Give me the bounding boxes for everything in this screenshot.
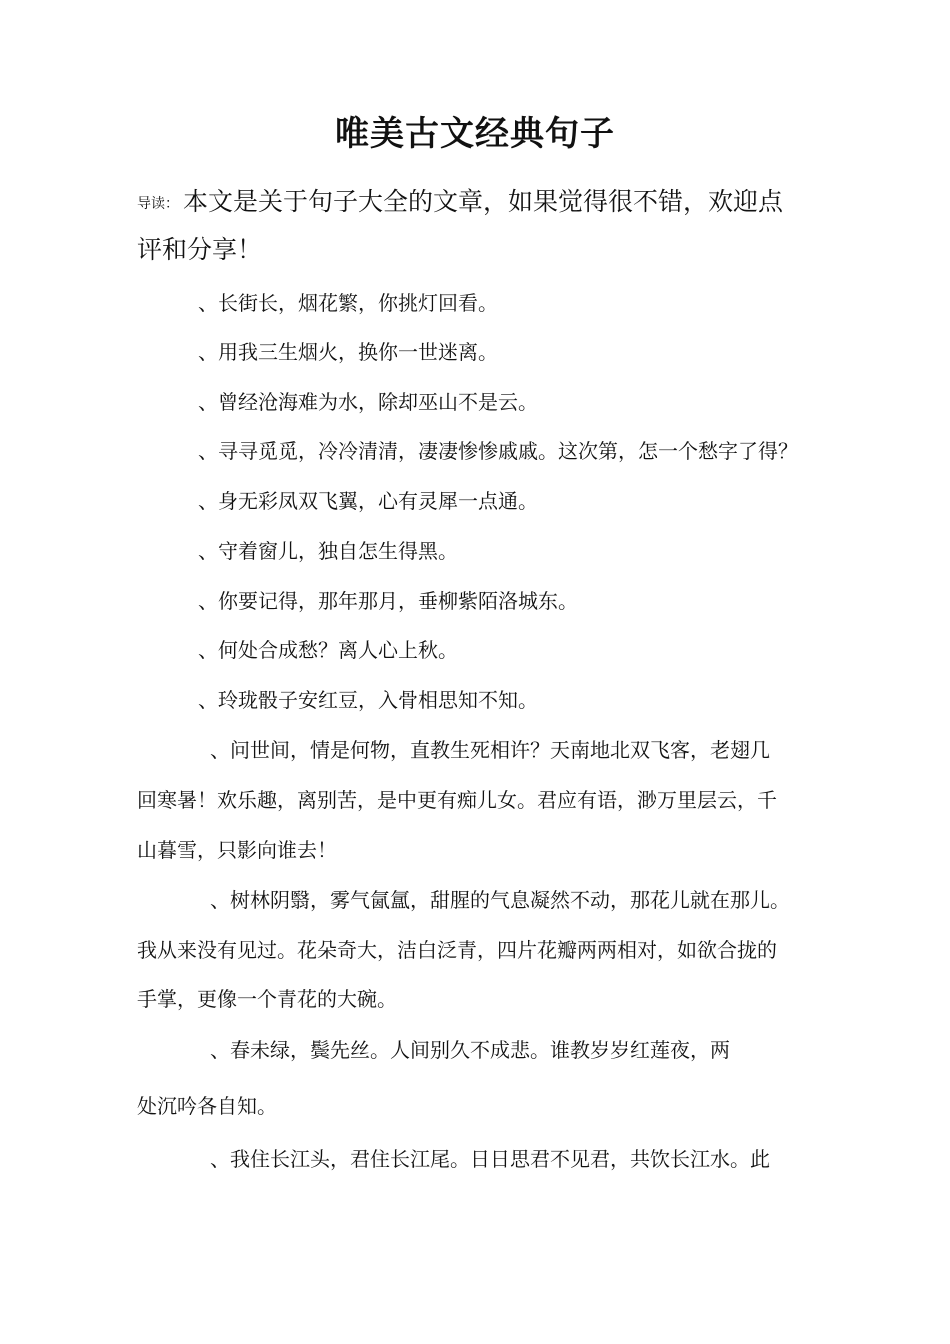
- list-item: 、曾经沧海难为水，除却巫山不是云。: [198, 390, 538, 414]
- intro-line-2: 评和分享！: [137, 235, 263, 264]
- paragraph-3-line-2: 处沉吟各自知。: [137, 1094, 277, 1118]
- list-item: 、用我三生烟火，换你一世迷离。: [198, 340, 498, 364]
- paragraph-2-line-3: 手掌，更像一个青花的大碗。: [137, 987, 397, 1011]
- paragraph-1-line-2: 回寒暑！欢乐趣，离别苦，是中更有痴儿女。君应有语，渺万里层云，千: [137, 788, 777, 812]
- list-item: 、身无彩凤双飞翼，心有灵犀一点通。: [198, 489, 538, 513]
- intro-label: 导读：: [137, 196, 179, 212]
- list-item: 、你要记得，那年那月，垂柳紫陌洛城东。: [198, 589, 578, 613]
- list-item: 、寻寻觅觅，冷冷清清，凄凄惨惨戚戚。这次第，怎一个愁字了得？: [198, 439, 798, 463]
- intro-text-1: 本文是关于句子大全的文章，如果觉得很不错，欢迎点: [183, 187, 784, 216]
- paragraph-2-line-1: 、树林阴翳，雾气氤氲，甜腥的气息凝然不动，那花儿就在那儿。: [210, 888, 790, 912]
- intro-line-1: [137, 178, 827, 228]
- list-item: 、玲珑骰子安红豆，入骨相思知不知。: [198, 688, 538, 712]
- list-item: 、长街长，烟花繁，你挑灯回看。: [198, 291, 498, 315]
- paragraph-4-line-1: 、我住长江头，君住长江尾。日日思君不见君，共饮长江水。此: [210, 1147, 770, 1171]
- paragraph-2-line-2: 我从来没有见过。花朵奇大，洁白泛青，四片花瓣两两相对，如欲合拢的: [137, 938, 777, 962]
- paragraph-3-line-1: 、春未绿，鬓先丝。人间别久不成悲。谁教岁岁红莲夜，两: [210, 1038, 730, 1062]
- paragraph-1-line-3: 山暮雪，只影向谁去！: [137, 838, 337, 862]
- list-item: 、守着窗儿，独自怎生得黑。: [198, 539, 458, 563]
- paragraph-1-line-1: 、问世间，情是何物，直教生死相许？天南地北双飞客，老翅几: [210, 738, 770, 762]
- list-item: 、何处合成愁？离人心上秋。: [198, 638, 458, 662]
- page-title: 唯美古文经典句子: [335, 114, 615, 154]
